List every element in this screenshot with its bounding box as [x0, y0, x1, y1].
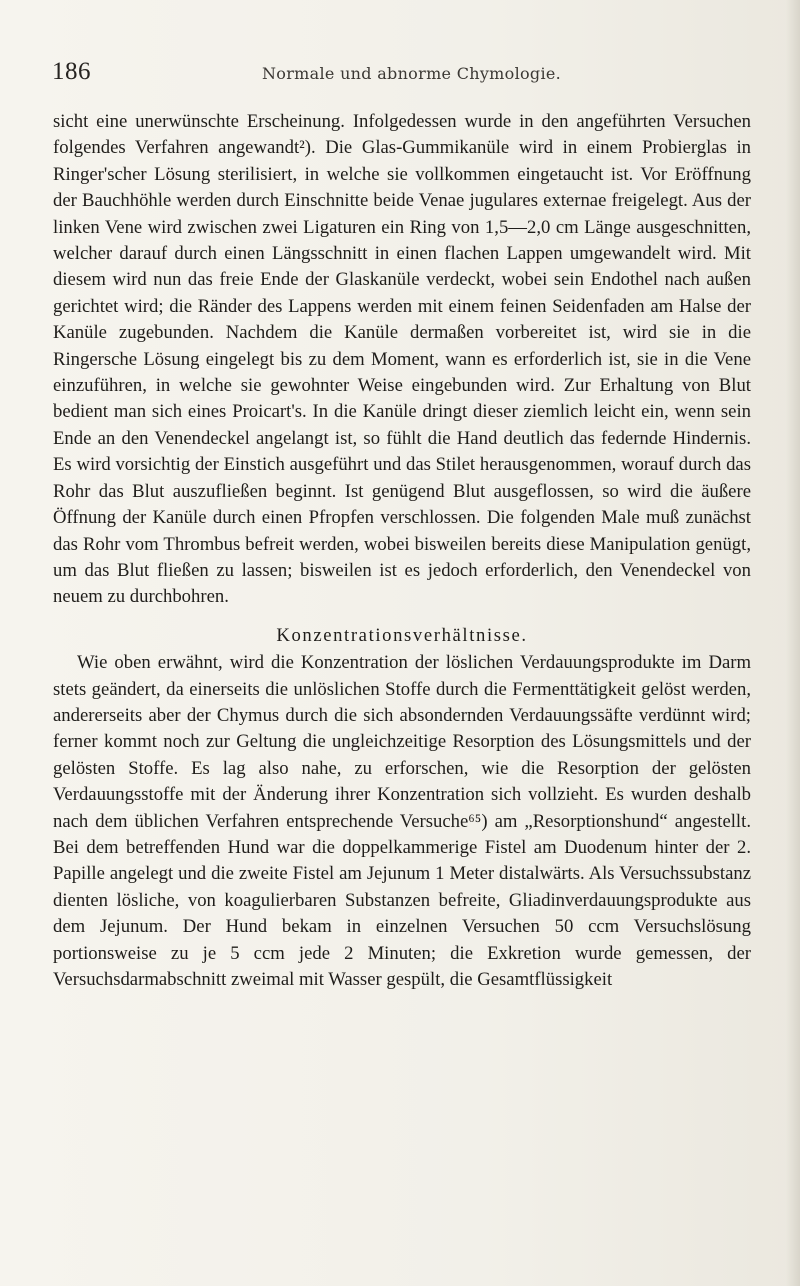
section-heading: Konzentrationsverhältnisse. [276, 624, 528, 646]
running-head: Normale und abnorme Chymologie. [262, 64, 562, 83]
page-edge-shadow [786, 0, 800, 1286]
paragraph-2: Wie oben erwähnt, wird die Konzentration der löslichen Verdauungsprodukte im Darm stets geändert, da einerseits die unlöslichen Stoffe durch die Fermenttätigkeit gelöst werden, andererseits aber der Chymus durch die sich absondernden Verdauungssäfte verdünnt wird; ferner kommt noch zur Geltung die ungleichzeitige Resorption des Lösungsmittels und der gelösten Stoffe. Es lag also nahe, zu erforschen, wie die Resorption der gelösten Verdauungsstoffe mit der Änderung ihrer Konzentration sich vollzieht. Es wurden deshalb nach dem üblichen Verfahren entsprechende Versuche⁶⁵) am „Resorptionshund“ angestellt. Bei dem betreffenden Hund war die doppelkammerige Fistel am Duodenum hinter der 2. Papille angelegt und die zweite Fistel am Jejunum 1 Meter distalwärts. Als Versuchssubstanz dienten lösliche, von koagulierbaren Substanzen befreite, Gliadinverdauungsprodukte aus dem Jejunum. Der Hund bekam in einzelnen Versuchen 50 ccm Versuchslösung portionsweise zu je 5 ccm jede 2 Minuten; die Exkretion wurde gemessen, der Versuchsdarmabschnitt zweimal mit Wasser gespült, die Gesamtflüssigkeit [53, 652, 751, 990]
page-number: 186 [52, 58, 91, 85]
paragraph-1: sicht eine unerwünschte Erscheinung. Infolgedessen wurde in den angeführten Versuchen folgendes Verfahren angewandt²). Die Glas-Gummikanüle wird in einem Probierglas in Ringer'scher Lösung sterilisiert, in welche sie vollkommen eingetaucht ist. Vor Eröffnung der Bauchhöhle werden durch Einschnitte beide Venae jugulares externae freigelegt. Aus der linken Vene wird zwischen zwei Ligaturen ein Ring von 1,5—2,0 cm Länge ausgeschnitten, welcher darauf durch einen Längsschnitt in einen flachen Lappen umgewandelt wird. Mit diesem wird nun das freie Ende der Glaskanüle verdeckt, wobei sein Endothel nach außen gerichtet wird; die Ränder des Lappens werden mit einem feinen Seidenfaden am Halse der Kanüle zugebunden. Nachdem die Kanüle dermaßen vorbereitet ist, wird sie in die Ringersche Lösung eingelegt bis zu dem Moment, wann es erforderlich ist, sie in die Vene einzuführen, in welche sie gewohnter Weise eingebunden wird. Zur Erhaltung von Blut bedient man sich eines Proicart's. In die Kanüle dringt dieser ziemlich leicht ein, wenn sein Ende an den Venendeckel angelangt ist, so fühlt die Hand deutlich das federnde Hindernis. Es wird vorsichtig der Einstich ausgeführt und das Stilet herausgenommen, worauf durch das Rohr das Blut auszufließen beginnt. Ist genügend Blut ausgeflossen, so wird die äußere Öffnung der Kanüle durch einen Pfropfen verschlossen. Die folgenden Male muß zunächst das Rohr vom Thrombus befreit werden, wobei bisweilen bereits diese Manipulation genügt, um das Blut fließen zu lassen; bisweilen ist es jedoch erforderlich, den Venendeckel von neuem zu durchbohren. [53, 111, 751, 608]
body-text [53, 109, 751, 993]
page-header [52, 58, 752, 86]
